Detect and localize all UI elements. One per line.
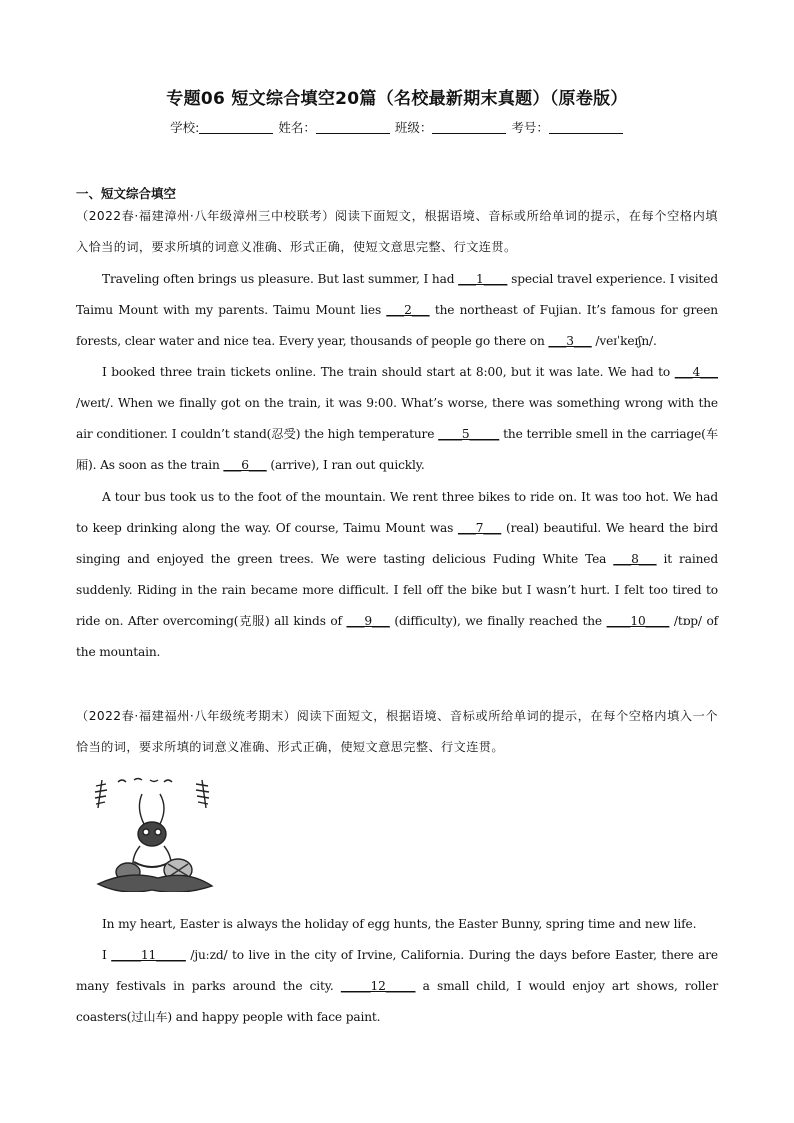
blank-5[interactable]: ____5_____ xyxy=(438,427,500,441)
text-run: special travel experience. I visited Taimu Mount with my parents. Taimu Mount lies xyxy=(76,272,719,317)
number-field[interactable] xyxy=(549,121,623,134)
passage2-source: （2022春·福建福州·八年级统考期末）阅读下面短文，根据语境、音标或所给单词的提示，在每个空格内填入一个恰当的词，要求所填的词意义准确、形式正确，使短文意思完整、行文连贯。 xyxy=(76,709,718,754)
blank-2[interactable]: ___2___ xyxy=(386,303,430,317)
passage2-paragraph-2 xyxy=(76,940,718,1033)
student-info-line xyxy=(0,118,794,136)
passage1-source: （2022春·福建漳州·八年级漳州三中校联考）阅读下面短文，根据语境、音标或所给单词的提示，在每个空格内填入恰当的词，要求所填的词意义准确、形式正确，使短文意思完整、行文连贯。 xyxy=(76,209,718,254)
school-field[interactable] xyxy=(199,121,273,134)
blank-8[interactable]: ___8___ xyxy=(613,552,657,566)
school-label: 学校: xyxy=(170,120,200,135)
easter-bunny-illustration xyxy=(88,772,216,892)
blank-9[interactable]: ___9___ xyxy=(346,614,390,628)
text-run: it rained suddenly. Riding in the rain became more difficult. I fell off the bike but I wasn’t hurt. I felt too tired to ride on. After overcoming(克服) all kinds of xyxy=(76,552,718,628)
text-run: (real) beautiful. We heard the bird singing and enjoyed the green trees. We were tasting delicious Fuding White Tea xyxy=(76,521,718,566)
text-run: /veɪˈkeɪʃn/. xyxy=(591,334,657,348)
text-run: the northeast of Fujian. It’s famous for green forests, clear water and nice tea. Every year, thousands of people go there on xyxy=(76,303,718,348)
section-heading: 一、短文综合填空 xyxy=(76,186,177,201)
text-run: (arrive), I ran out quickly. xyxy=(266,458,425,472)
blank-11[interactable]: _____11_____ xyxy=(111,948,186,962)
name-label: 姓名： xyxy=(278,120,316,135)
blank-7[interactable]: ___7___ xyxy=(457,521,502,535)
blank-3[interactable]: ___3___ xyxy=(548,334,592,348)
passage1-paragraph-3 xyxy=(76,482,718,668)
text-run: I booked three train tickets online. The train should start at 8:00, but it was late. We had to xyxy=(102,365,675,379)
blank-10[interactable]: ____10____ xyxy=(606,614,670,628)
text-run: /weɪt/. When we finally got on the train, it was 9:00. What’s worse, there was something wrong with the air conditioner. I couldn’t stand(忍受) the high temperature xyxy=(76,396,718,441)
number-label: 考号： xyxy=(511,120,549,135)
blank-4[interactable]: ___4___ xyxy=(674,365,718,379)
class-field[interactable] xyxy=(432,121,506,134)
name-field[interactable] xyxy=(316,121,390,134)
passage1-paragraph-1 xyxy=(76,264,718,357)
text-run: A tour bus took us to the foot of the mountain. We rent three bikes to ride on. It was too hot. We had to keep drinking along the way. Of course, Taimu Mount was xyxy=(76,490,718,535)
class-label: 班级： xyxy=(394,120,433,135)
text-run: the terrible smell in the carriage(车厢). As soon as the train xyxy=(76,427,718,472)
blank-1[interactable]: ___1____ xyxy=(458,272,508,286)
text-run: /tɒp/ of the mountain. xyxy=(76,614,718,659)
text-run: Traveling often brings us pleasure. But last summer, I had xyxy=(102,272,459,286)
text-run: /juːzd/ to live in the city of Irvine, California. During the days before Easter, there are many festivals in parks around the city. xyxy=(76,948,718,993)
text-run: (difficulty), we finally reached the xyxy=(389,614,607,628)
text-run: a small child, I would enjoy art shows, roller coasters(过山车) and happy people with face paint. xyxy=(76,979,718,1024)
blank-12[interactable]: _____12_____ xyxy=(340,979,416,993)
passage1-paragraph-2 xyxy=(76,357,718,481)
page-title: 专题06 短文综合填空20篇（名校最新期末真题）（原卷版） xyxy=(166,89,628,109)
passage2-paragraph-1: In my heart, Easter is always the holiday of egg hunts, the Easter Bunny, spring time and new life. xyxy=(102,917,697,931)
text-run: I xyxy=(102,948,112,962)
blank-6[interactable]: ___6___ xyxy=(223,458,267,472)
